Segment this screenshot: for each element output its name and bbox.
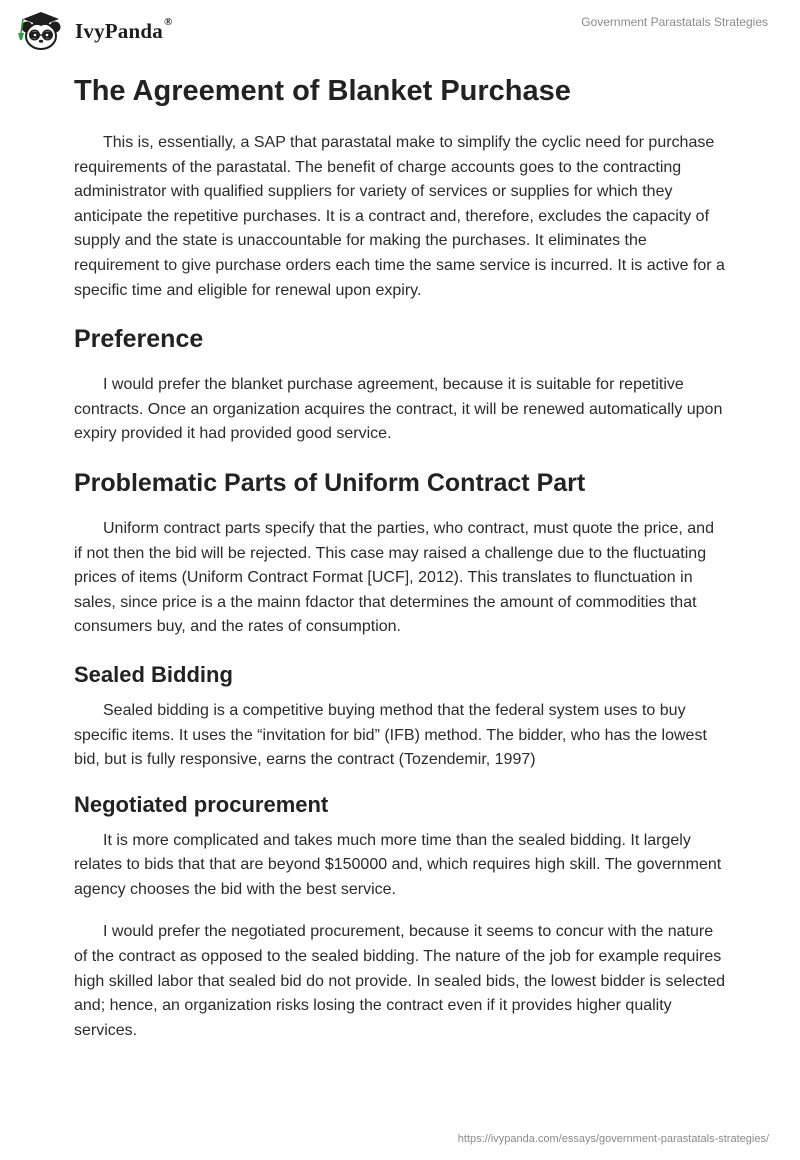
panda-graduate-icon [14,9,68,51]
brand-label: IvyPanda [75,19,163,43]
section-negotiated-procurement [74,790,726,1044]
source-url[interactable]: https://ivypanda.com/essays/government-parastatals-strategies/ [457,1133,769,1145]
paragraph: Uniform contract parts specify that the parties, who contract, must quote the price, and if not then the bid will be rejected. This case may raised a challenge due to the fluctuating prices of items (Uniform Contract Format [UCF], 2012). This translates to flunctuation in sales, since price is a the mainn fdactor that determines the amount of commodities that consumers buy, and the rates of consumption. [74,519,714,636]
section-sealed-bidding [74,660,726,773]
section-problematic-parts [74,466,726,640]
document-title: Government Parastatals Strategies [581,15,768,29]
section-heading: Problematic Parts of Uniform Contract Part [74,468,586,497]
registered-mark: ® [163,16,173,28]
paragraph: I would prefer the negotiated procurement, because it seems to concur with the nature of the contract as opposed to the sealed bidding. The nature of the job for example requires high skilled labor that sealed bid do not provide. In sealed bids, the lowest bidder is selected and; hence, an organization risks losing the contract even if it provides higher quality services. [74,923,726,1039]
section-heading: Negotiated procurement [74,791,329,817]
ivypanda-logo[interactable] [14,9,194,51]
page-header [0,0,800,60]
paragraph: I would prefer the blanket purchase agreement, because it is suitable for repetitive contracts. Once an organization acquires the contract, it will be renewed automatically upon expiry provided it had provided good service. [74,376,723,443]
section-heading: Preference [74,325,204,354]
article [74,70,726,1043]
brand-name [75,16,173,44]
section-intro [74,131,726,303]
paragraph: Sealed bidding is a competitive buying method that the federal system uses to buy specific items. It uses the “invitation for bid” (IFB) method. The bidder, who has the lowest bid, but is fully responsive, earns the contract (Tozendemir, 1997) [74,701,707,769]
section-heading: Sealed Bidding [74,661,233,687]
paragraph: It is more complicated and takes much more time than the sealed bidding. It largely relates to bids that that are beyond $150000 and, which requires high skill. The government agency chooses the bid with the best service. [74,831,722,898]
paragraph: This is, essentially, a SAP that parastatal make to simplify the cyclic need for purchase requirements of the parastatal. The benefit of charge accounts goes to the contracting administrator with qualified suppliers for variety of services or supplies for which they anticipate the repetitive purchases. It is a contract and, therefore, excludes the capacity of supply and the state is unaccountable for making the purchases. It eliminates the requirement to give purchase orders each time the same service is incurred. It is active for a specific time and eligible for renewal upon expiry. [74,134,725,299]
section-preference [74,322,726,447]
article-title: The Agreement of Blanket Purchase [74,75,571,107]
